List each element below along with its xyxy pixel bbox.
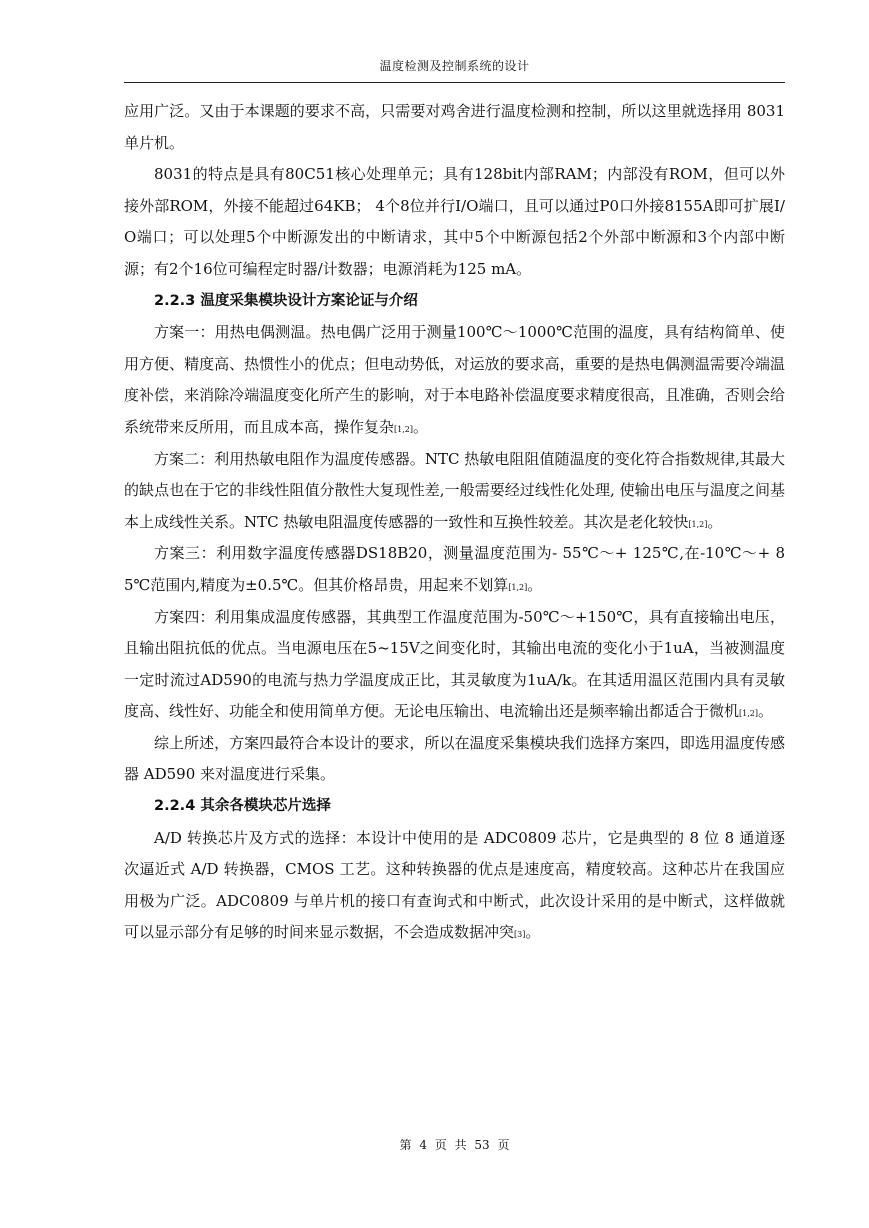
paragraph-scheme-four: 方案四：利用集成温度传感器，其典型工作温度范围为-50℃～+150℃，具有直接输出电压，且输出阻抗低的优点。当电源电压在5~15V之间变化时，其输出电流的变化小于1uA，当被测温度一定时流过AD590的电流与热力学温度成正比，其灵敏度为1uA/k。在其适用温区范围内具有灵敏度高、线性好、功能全和使用简单方便。无论电压输出、电流输出还是频率输出都适合于微机[1,2]。	[124, 607, 785, 721]
running-header: 温度检测及控制系统的设计	[379, 59, 530, 73]
citation: [3]	[514, 930, 526, 940]
page-number: 第 4 页 共 53 页	[399, 1138, 510, 1152]
section-heading-2-2-3: 2.2.3 温度采集模块设计方案论证与介绍	[154, 292, 418, 309]
citation: [1,2]	[394, 424, 413, 434]
paragraph-continuation: 应用广泛。又由于本课题的要求不高，只需要对鸡舍进行温度检测和控制，所以这里就选择用 8031 单片机。	[124, 102, 785, 152]
paragraph-8031-features: 8031的特点是具有80C51核心处理单元；具有128bit内部RAM；内部没有ROM，但可以外接外部ROM，外接不能超过64KB； 4个8位并行I/O端口，且可以通过P0口外接8155A即可扩展I/O端口；可以处理5个中断源发出的中断请求，其中5个中断源包括2个外部中断源和3个内部中断源；有2个16位可编程定时器/计数器；电源消耗为125 mA。	[124, 165, 785, 278]
paragraph-scheme-two: 方案二：利用热敏电阻作为温度传感器。NTC 热敏电阻阻值随温度的变化符合指数规律,其最大的缺点也在于它的非线性阻值分散性大复现性差,一般需要经过线性化处理, 使输出电压与温度之间基本上成线性关系。NTC 热敏电阻温度传感器的一致性和互换性较差。其次是老化较快[1,2]。	[124, 449, 785, 531]
citation: [1,2]	[508, 582, 528, 592]
paragraph-scheme-one: 方案一：用热电偶测温。热电偶广泛用于测量100℃～1000℃范围的温度，具有结构简单、使用方便、精度高、热惯性小的优点；但电动势低，对运放的要求高，重要的是热电偶测温需要冷端温度补偿，来消除冷端温度变化所产生的影响，对于本电路补偿温度要求精度很高，且准确，否则会给系统带来反所用，而且成本高，操作复杂[1,2]。	[124, 323, 785, 436]
section-heading-2-2-4: 2.2.4 其余各模块芯片选择	[154, 798, 331, 815]
body-text	[124, 96, 785, 949]
paragraph-summary: 综上所述，方案四最符合本设计的要求，所以在温度采集模块我们选择方案四，即选用温度传感器 AD590 来对温度进行采集。	[124, 733, 785, 784]
citation: [1,2]	[688, 519, 708, 529]
paragraph-scheme-three: 方案三：利用数字温度传感器DS18B20，测量温度范围为- 55℃～+ 125℃,在-10℃～+ 85℃范围内,精度为±0.5℃。但其价格昂贵，用起来不划算[1,2]。	[124, 544, 785, 594]
header-rule	[124, 82, 785, 83]
citation: [1,2]	[739, 709, 758, 719]
paragraph-adc-selection: A/D 转换芯片及方式的选择：本设计中使用的是 ADC0809 芯片，它是典型的 8 位 8 通道逐次逼近式 A/D 转换器，CMOS 工艺。这种转换器的优点是速度高，精度较高。这种芯片在我国应用极为广泛。ADC0809 与单片机的接口有查询式和中断式，此次设计采用的是中断式，这样做就可以显示部分有足够的时间来显示数据，不会造成数据冲突[3]。	[124, 828, 785, 942]
